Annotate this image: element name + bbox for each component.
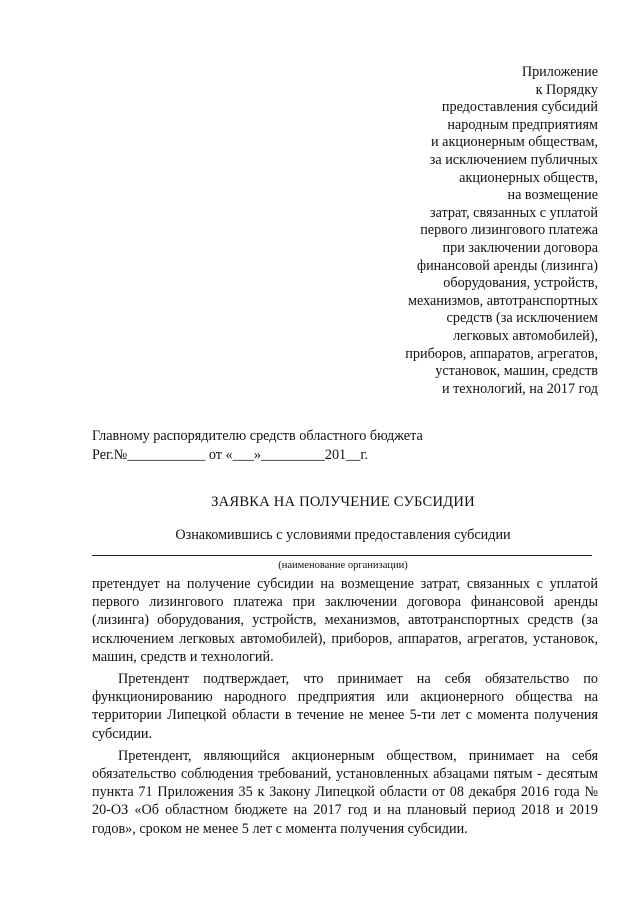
appendix-line: установок, машин, средств — [435, 363, 598, 380]
appendix-line: оборудования, устройств, — [443, 275, 598, 292]
paragraph: претендует на получение субсидии на возмещение затрат, связанных с уплатой первого лизингового платежа при заключении договора финансовой аренды (лизинга) оборудования, устройств, механизмов, автотранспортных средств (за исключением легковых автомобилей), приборов, аппаратов, агрегатов, установок, машин, средств и технологий. — [92, 576, 598, 665]
appendix-line: народным предприятиям — [447, 116, 598, 133]
recipient-block — [92, 427, 423, 464]
appendix-line: предоставления субсидий — [441, 99, 598, 116]
appendix-line: акционерных обществ, — [459, 169, 598, 186]
appendix-line: легковых автомобилей), — [453, 327, 598, 344]
appendix-line: приборов, аппаратов, агрегатов, — [405, 345, 598, 362]
appendix-line: за исключением публичных — [429, 151, 598, 168]
appendix-line: затрат, связанных с уплатой — [430, 204, 598, 221]
appendix-line: финансовой аренды (лизинга) — [416, 257, 598, 274]
recipient-addressee: Главному распорядителю средств областного бюджета — [92, 428, 423, 444]
appendix-line: механизмов, автотранспортных — [408, 292, 598, 309]
intro-line: Ознакомившись с условиями предоставления субсидии — [175, 527, 511, 543]
body-text — [92, 575, 598, 842]
appendix-line: на возмещение — [507, 187, 598, 204]
registration-number-line: Рег.№___________ от «___»_________201__г. — [92, 446, 369, 463]
appendix-line: к Порядку — [535, 81, 598, 98]
appendix-line: и технологий, на 2017 год — [441, 380, 598, 397]
organization-name-blank — [92, 555, 592, 556]
paragraph: Претендент, являющийся акционерным обществом, принимает на себя обязательство соблюдения требований, установленных абзацами пятым - десятым пункта 71 Приложения 35 к Закону Липецкой области от 08 декабря 2016 года № 20-ОЗ «Об областном бюджете на 2017 год и на плановый период 2018 и 2019 годов», сроком не менее 5 лет с момента получения субсидии. — [92, 747, 598, 837]
appendix-line: и акционерным обществам, — [431, 134, 598, 151]
appendix-line: первого лизингового платежа — [420, 222, 598, 239]
appendix-line: при заключении договора — [442, 239, 598, 256]
paragraph: Претендент подтверждает, что принимает на себя обязательство по функционированию народного предприятия или акционерного общества на территории Липецкой области в течение не менее 5-ти лет с момента получения субсидии. — [92, 671, 598, 742]
appendix-line: Приложение — [521, 64, 598, 80]
appendix-header — [298, 64, 598, 398]
organization-name-caption: (наименование организации) — [278, 560, 408, 571]
appendix-line: средств (за исключением — [446, 310, 598, 327]
document-title: ЗАЯВКА НА ПОЛУЧЕНИЕ СУБСИДИИ — [211, 494, 475, 510]
